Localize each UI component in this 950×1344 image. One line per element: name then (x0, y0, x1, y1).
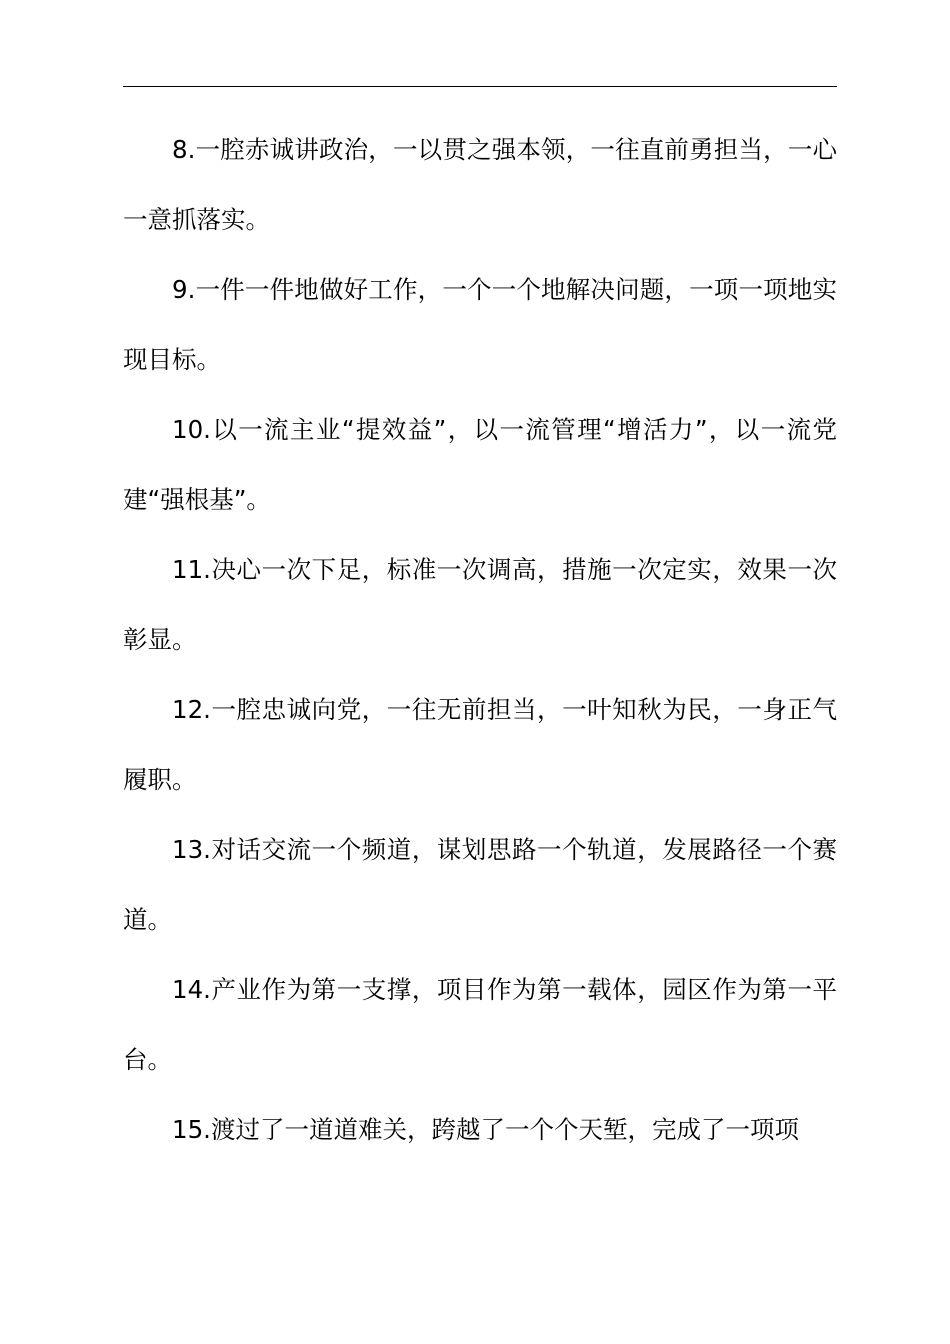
paragraph-text: 对话交流一个频道，谋划思路一个轨道，发展路径一个赛道。 (123, 835, 837, 934)
paragraph-text: 渡过了一道道难关，跨越了一个个天堑，完成了一项项 (210, 1115, 799, 1144)
paragraph-text: 以一流主业“提效益”，以一流管理“增活力”，以一流党建“强根基”。 (123, 415, 837, 514)
paragraph-12 (123, 675, 837, 815)
paragraph-8 (123, 115, 837, 255)
paragraph-10 (123, 395, 837, 535)
paragraph-14 (123, 955, 837, 1095)
paragraph-15 (123, 1095, 837, 1165)
paragraph-9 (123, 255, 837, 395)
paragraph-text: 一腔赤诚讲政治，一以贯之强本领，一往直前勇担当，一心一意抓落实。 (123, 135, 837, 234)
paragraph-number: 14. (172, 975, 211, 1004)
paragraph-text: 产业作为第一支撑，项目作为第一载体，园区作为第一平台。 (123, 975, 837, 1074)
paragraph-number: 10. (172, 415, 211, 444)
paragraph-text: 一件一件地做好工作，一个一个地解决问题，一项一项地实现目标。 (123, 275, 837, 374)
paragraph-number: 8. (172, 135, 196, 164)
paragraph-11 (123, 535, 837, 675)
paragraph-text: 一腔忠诚向党，一往无前担当，一叶知秋为民，一身正气履职。 (123, 695, 837, 794)
document-body (123, 115, 837, 1165)
paragraph-number: 12. (172, 695, 211, 724)
header-rule (123, 86, 837, 87)
paragraph-number: 11. (172, 555, 211, 584)
paragraph-text: 决心一次下足，标准一次调高，措施一次定实，效果一次彰显。 (123, 555, 837, 654)
paragraph-number: 13. (172, 835, 211, 864)
paragraph-13 (123, 815, 837, 955)
paragraph-number: 9. (172, 275, 196, 304)
paragraph-number: 15. (172, 1115, 211, 1144)
